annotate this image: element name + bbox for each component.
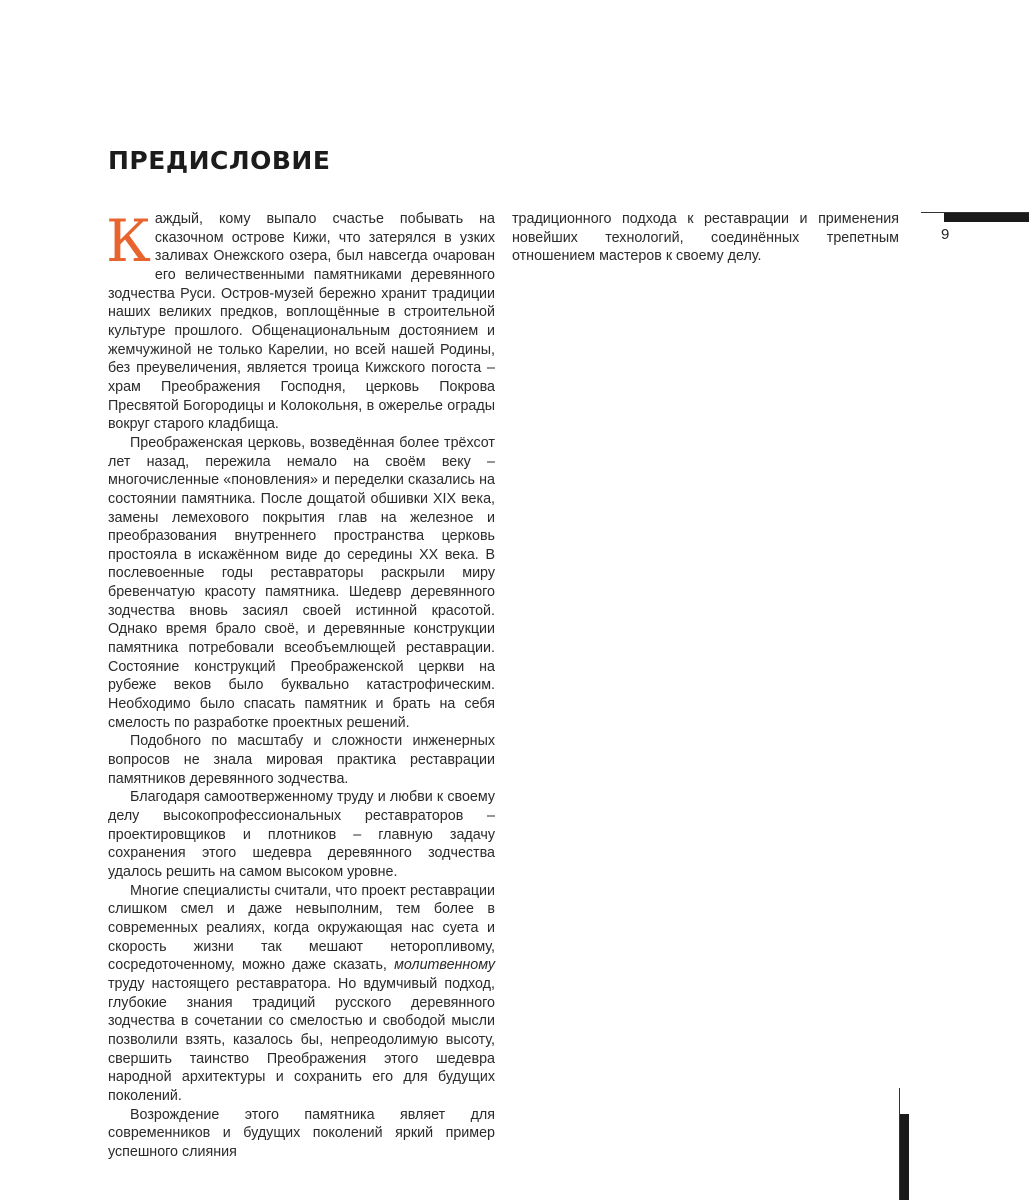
paragraph-1-text: аждый, кому выпало счастье побывать на сказочном острове Кижи, что затерялся в узких заливах Онежского озера, был навсегда очарован его величественными памятниками деревянного зодчества Руси. Остров-музей бережно хранит традиции наших великих предков, воплощённые в строительной культуре прошлого. Общенациональным достоянием и жемчужиной не только Карелии, но всей нашей Родины, без преувеличения, является троица Кижского погоста – храм Преображения Господня, церковь Покрова Пресвятой Богородицы и Колокольня, в ожерелье ограды вокруг старого кладбища. bbox=[108, 211, 495, 433]
drop-cap: К bbox=[106, 207, 151, 275]
paragraph-5-text-a: Многие специалисты считали, что проект реставрации слишком смел и даже невыполним, тем более в современных реалиях, когда окружающая нас суета и скорость жизни так мешают неторопливому, сосредоточенному, можно даже сказать, bbox=[108, 882, 495, 974]
text-column-right bbox=[512, 210, 899, 266]
top-accent-bar bbox=[944, 213, 1029, 222]
paragraph-5-text-b: труду настоящего реставратора. Но вдумчивый подход, глубокие знания традиций русского деревянного зодчества в сочетании со смелостью и свободой мысли позволили взять, казалось бы, непреодолимую высоту, свершить таинство Преображения этого шедевра народной архитектуры и сохранить его для будущих поколений. bbox=[108, 975, 495, 1104]
page-number: 9 bbox=[941, 226, 950, 243]
bottom-accent-bar bbox=[900, 1114, 909, 1200]
paragraph-3: Подобного по масштабу и сложности инженерных вопросов не знала мировая практика реставрации памятников деревянного зодчества. bbox=[108, 733, 495, 787]
paragraph-5-italic: молитвенному bbox=[394, 957, 495, 974]
paragraph-2: Преображенская церковь, возведённая более трёхсот лет назад, пережила немало на своём веку – многочисленные «поновления» и переделки сказались на состоянии памятника. После дощатой обшивки XIX века, замены лемехового покрытия глав на железное и преобразования внутреннего пространства церковь простояла в искажённом виде до середины XX века. В послевоенные годы реставраторы раскрыли миру бревенчатую красоту памятника. Шедевр деревянного зодчества вновь засиял своей истинной красотой. Однако время брало своё, и деревянные конструкции памятника потребовали всеобъемлющей реставрации. Состояние конструкций Преображенской церкви на рубеже веков было буквально катастрофическим. Необходимо было спасать памятник и брать на себя смелость по разработке проектных решений. bbox=[108, 434, 495, 731]
paragraph-5 bbox=[108, 882, 495, 1106]
paragraph-6: Возрождение этого памятника являет для современников и будущих поколений яркий пример успешного слияния bbox=[108, 1106, 495, 1160]
text-column-left bbox=[106, 207, 495, 1161]
page-title: ПРЕДИСЛОВИЕ bbox=[108, 146, 331, 175]
paragraph-continuation: традиционного подхода к реставрации и применения новейших технологий, соединённых трепетным отношением мастеров к своему делу. bbox=[512, 211, 899, 265]
paragraph-4: Благодаря самоотверженному труду и любви к своему делу высокопрофессиональных реставраторов – проектировщиков и плотников – главную задачу сохранения этого шедевра деревянного зодчества удалось решить на самом высоком уровне. bbox=[108, 789, 495, 880]
paragraph-1 bbox=[106, 207, 495, 434]
